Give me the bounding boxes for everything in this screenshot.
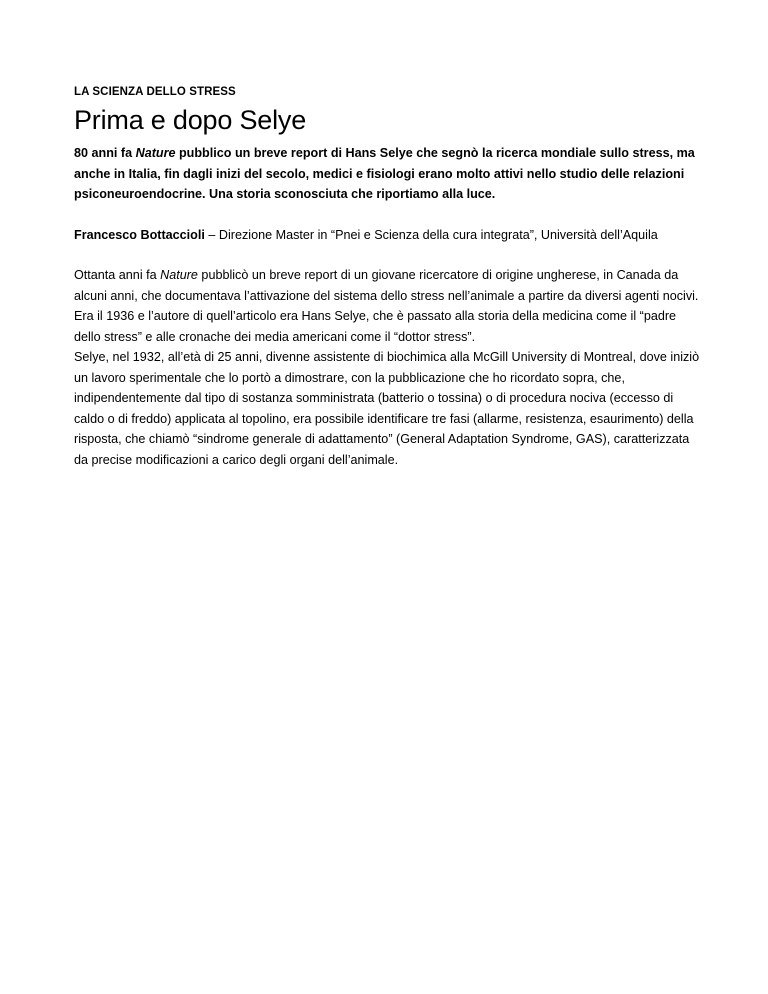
body-paragraph-1: [74, 265, 704, 306]
article-lead: [74, 143, 704, 205]
article-body: [74, 265, 704, 470]
author-affiliation: – Direzione Master in “Pnei e Scienza della cura integrata”, Università dell’Aquila: [204, 227, 658, 242]
lead-journal-name: Nature: [135, 146, 176, 160]
body-paragraph-2: Era il 1936 e l’autore di quell’articolo era Hans Selye, che è passato alla storia della medicina come il “padre dello stress” e alle cronache dei media americani come il “dottor stress”.: [74, 309, 677, 344]
paragraph-1-start: Ottanta anni fa: [74, 268, 161, 282]
paragraph-1-end: pubblicò un breve report di un giovane ricercatore di origine ungherese, in Canada da alcuni anni, che documentava l’attivazione del sistema dello stress nell’animale a partire da diversi agenti nocivi.: [74, 268, 699, 303]
document-page: [74, 84, 704, 470]
article-byline: [74, 225, 704, 246]
author-name: Francesco Bottaccioli: [74, 227, 205, 242]
paragraph-1-journal-name: Nature: [160, 268, 198, 282]
lead-text-end: pubblico un breve report di Hans Selye che segnò la ricerca mondiale sullo stress, ma anche in Italia, fin dagli inizi del secolo, medici e fisiologi erano molto attivi nello studio delle relazioni psiconeuroendocrine. Una storia sconosciuta che riportiamo alla luce.: [74, 146, 695, 201]
lead-text-start: 80 anni fa: [74, 146, 136, 160]
article-kicker: LA SCIENZA DELLO STRESS: [74, 86, 236, 98]
body-paragraph-3: Selye, nel 1932, all’età di 25 anni, divenne assistente di biochimica alla McGill University di Montreal, dove iniziò un lavoro sperimentale che lo portò a dimostrare, con la pubblicazione che ho ricordato sopra, che, indipendentemente dal tipo di sostanza somministrata (batterio o tossina) o di procedura nociva (eccesso di caldo o di freddo) applicata al topolino, era possibile identificare tre fasi (allarme, resistenza, esaurimento) della risposta, che chiamò “sindrome generale di adattamento” (General Adaptation Syndrome, GAS), caratterizzata da precise modificazioni a carico degli organi dell’animale.: [74, 350, 700, 467]
article-title: Prima e dopo Selye: [74, 105, 307, 135]
